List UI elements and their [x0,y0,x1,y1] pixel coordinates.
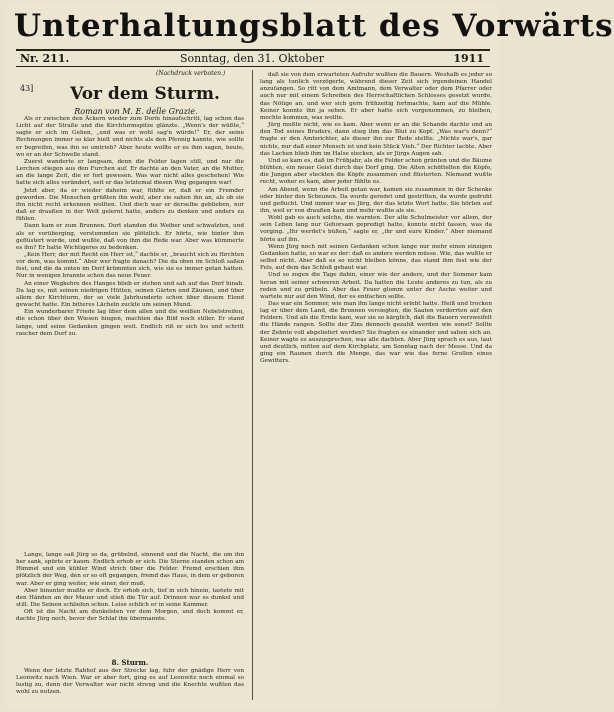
installment-marker: 43] [20,84,34,93]
paragraph: Dann kam er zum Brunnen. Dort standen die Weiber und schwatzten, und als er vorüberging, verstummten sie plötzlich. Er hörte, wie hinter ihm geflüstert wurde, und wußte, daß von ihm die Rede war. Aber was kümmerte es ihn? Er hatte Wichtigeres zu bedenken. [16,223,244,251]
paragraph: Und so zogen die Tage dahin, einer wie der andere, und der Sommer kam heran mit seiner schweren Arbeit. Da hatten die Leute anderes zu tun, als zu reden und zu grübeln. Aber das Feuer glomm unter der Asche weiter und wartete nur auf den Wind, der es entfachen sollte. [260,272,492,300]
masthead-rule-top [16,49,490,51]
paragraph: Jetzt aber, da er wieder daheim war, fühlte er, daß er ein Fremder geworden. Die Menschen grüßten ihn wohl, aber sie sahen ihn an, als ob sie ihn nicht recht erkennen wollten. Und doch war er derselbe geblieben, nur daß er draußen in der Welt gelernt hatte, anders zu denken und anders zu fühlen. [16,187,244,223]
left-column-text-chapter [16,668,244,708]
paragraph: Zuerst wanderte er langsam, denn die Felder lagen still, und nur die Lerchen stiegen aus den Furchen auf. Er dachte an den Vater, an die Mutter, an die lange Zeit, die er fort gewesen. Was war nicht alles geschehen! Wie hatte sich alles verändert, seit er das letztemal diesen Weg gegangen war! [16,158,244,187]
paragraph: An einer Wegkehre des Hanges blieb er stehen und sah auf das Dorf hinab. Da lag es, mit seinen niedrigen Hütten, seinen Gärten und Zäunen, und über allem der Kirchturm, der so viele Jahrhunderte schon über diesem Elend gewacht hatte. Ein bitteres Lächeln zuckte um seinen Mund. [16,280,244,309]
column-divider [252,70,253,700]
left-column-text-continued [16,552,244,657]
paragraph: Lange, lange saß Jürg so da, grübelnd, sinnend und die Nacht, die um ihn her sank, spürte er kaum. Endlich erhob er sich. Die Sterne standen schon am Himmel und ein kühler Wind strich über die Felder. Fremd erschien ihm plötzlich der Weg, den er so oft gegangen, fremd das Haus, in dem er geboren war. Aber er ging weiter, wie einer, der muß. [16,552,244,587]
chapter-heading: 8. Sturm. [111,658,149,667]
masthead-title: Unterhaltungsblatt des Vorwärts [14,8,614,44]
paragraph: Am Abend, wenn die Arbeit getan war, kamen sie zusammen in der Schenke oder hinter den Scheunen. Da wurde geredet und gestritten, da wurde gedroht und geflucht. Und immer war es Jürg, der das letzte Wort hatte. Sie hörten auf ihn, weil er von draußen kam und mehr wußte als sie. [260,186,492,214]
paragraph: Als er zwischen den Äckern wieder zum Dorfe hinaufschritt, lag schon das Licht auf der Straße und die Kirchturmspitze glänzte. „Wenn's der wüßte,“ sagte er sich im Gehen, „und was er wohl sag'n würde!“ Er, der seine Rechnungen immer so klar hielt und nichts als den Pfennig kannte, wie sollte er begreifen, was ihn so umtrieb? Aber heute wollte er es ihm sagen, heute, wo er an der Schwelle stand. [16,116,244,158]
paragraph: Oft ist die Nacht am dunkelsten vor dem Morgen, und doch kommt er, dachte Jürg noch, bevor der Schlaf ihn übermannte. [16,609,244,623]
dateline-year: 1911 [453,52,484,65]
paragraph: Und so kam es, daß im Frühjahr, als die Felder schon grünten und die Bäume blühten, ein neuer Geist durch das Dorf ging. Die Alten schüttelten die Köpfe, die Jungen aber steckten die Köpfe zusammen und flüsterten. Niemand wußte recht, woher es kam, aber jeder fühlte es. [260,157,492,186]
newspaper-page [6,4,614,708]
paragraph: Wenn der letzte Rabhof aus der Strecke lag, fuhr der gnädige Herr von Leonwitz nach Wien. War er aber fort, ging es auf Leonwitz noch einmal so lustig zu, denn der Verwalter war nicht streng und die Knechte wußten das wohl zu nutzen. [16,668,244,696]
left-column-text [16,116,244,546]
paragraph: Das war ein Sommer, wie man ihn lange nicht erlebt hatte. Heiß und trocken lag er über dem Land, die Brunnen versiegten, die Saaten verdorrten auf den Feldern. Und als die Ernte kam, war sie so kärglich, daß die Bauern verzweifelt die Hände rangen. Sollte der Zins dennoch gezahlt werden wie sonst? Sollte der Zehnte voll abgeliefert werden? Sie fragten es einander und sahen sich an. Keiner wagte es auszusprechen, was alle dachten. Aber Jürg sprach es aus, laut und deutlich, mitten auf dem Kirchplatz, am Sonntag nach der Messe. Und da ging ein Raunen durch die Menge, das war wie das ferne Grollen eines Gewitters. [260,301,492,365]
paragraph: Wenn Jürg noch mit seinen Gedanken schon lange nur mehr einen einzigen Gedanken hatte, so war es der: daß es anders werden müsse. Wie, das wußte er selbst nicht. Aber daß es so nicht bleiben könne, das stand ihm fest wie der Fels, auf dem das Schloß gebaut war. [260,243,492,272]
story-title: Vor dem Sturm. [70,84,220,104]
paragraph: Jürg mußte nicht, wie es kam. Aber wenn er an die Schande dachte und an den Tod seines Bruders, dann stieg ihm das Blut zu Kopf. „Was war's denn?“ fragte er den Amtsrichter, als dieser ihn zur Rede stellte. „Nichts war's, gar nichts, nur daß einer Mensch ist und kein Stück Vieh.“ Der Richter lachte. Aber das Lachen blieb ihm im Halse stecken, als er Jürgs Augen sah. [260,122,492,157]
paragraph: „Kein Herr, der mit Recht ein Herr ist,“ dachte er, „braucht sich zu fürchten vor dem, was kommt.“ Aber wer fragte danach? Die da oben im Schloß saßen fest, und die da unten im Dorf krümmten sich, wie sie es immer getan hatten. Nur in wenigen brannte schon das neue Feuer. [16,251,244,280]
right-column-text [260,72,492,708]
reprint-notice: (Nachdruck verboten.) [156,70,226,77]
paragraph: Ein wunderbarer Friede lag über dem allen und die weißen Nebelstreifen, die schon über den Wiesen hingen, machten das Bild noch stiller. Er stand lange, und seine Gedanken gingen weit. Endlich riß er sich los und schritt rascher dem Dorf zu. [16,309,244,337]
story-byline: Roman von M. E. delle Grazie. [74,107,198,116]
dateline-date: Sonntag, den 31. Oktober [180,52,324,65]
paragraph: daß sie von dem erwarteten Aufruhr wußten die Bauern. Weshalb es jeder so lang als tunlich verzögerte, während dieser Zeit sich irgendeinen Handel anzufangen. So ritt von dem Amtmann, dem Verwalter oder dem Pfarrer oder auch nur mit einem Schreiben des Herrschaftlichen Schlosses gesetzt wurde, das Nötige an, und wer sich gern frühzeitig fortmachte, kam auf die Mühle. Keiner konnte ihn ja sehen. Er aber hatte sich vorgenommen, zu bleiben, mochte kommen, was wollte. [260,72,492,121]
paragraph: Wohl gab es auch solche, die warnten. Der alte Schulmeister vor allem, der sein Leben lang nur Gehorsam gepredigt hatte, konnte nicht fassen, was da vorging. „Ihr werdet's büßen,“ sagte er, „ihr und eure Kinder.“ Aber niemand hörte auf ihn. [260,215,492,243]
paragraph: Aber hinunter mußte er doch. Er erhob sich, tief in sich hinein, tastete mit den Händen an der Mauer und stieß die Tür auf. Drinnen war es dunkel und still. Die Seinen schliefen schon. Leise schlich er in seine Kammer. [16,587,244,609]
issue-number: Nr. 211. [20,52,70,65]
masthead-rule-bottom [16,66,490,67]
